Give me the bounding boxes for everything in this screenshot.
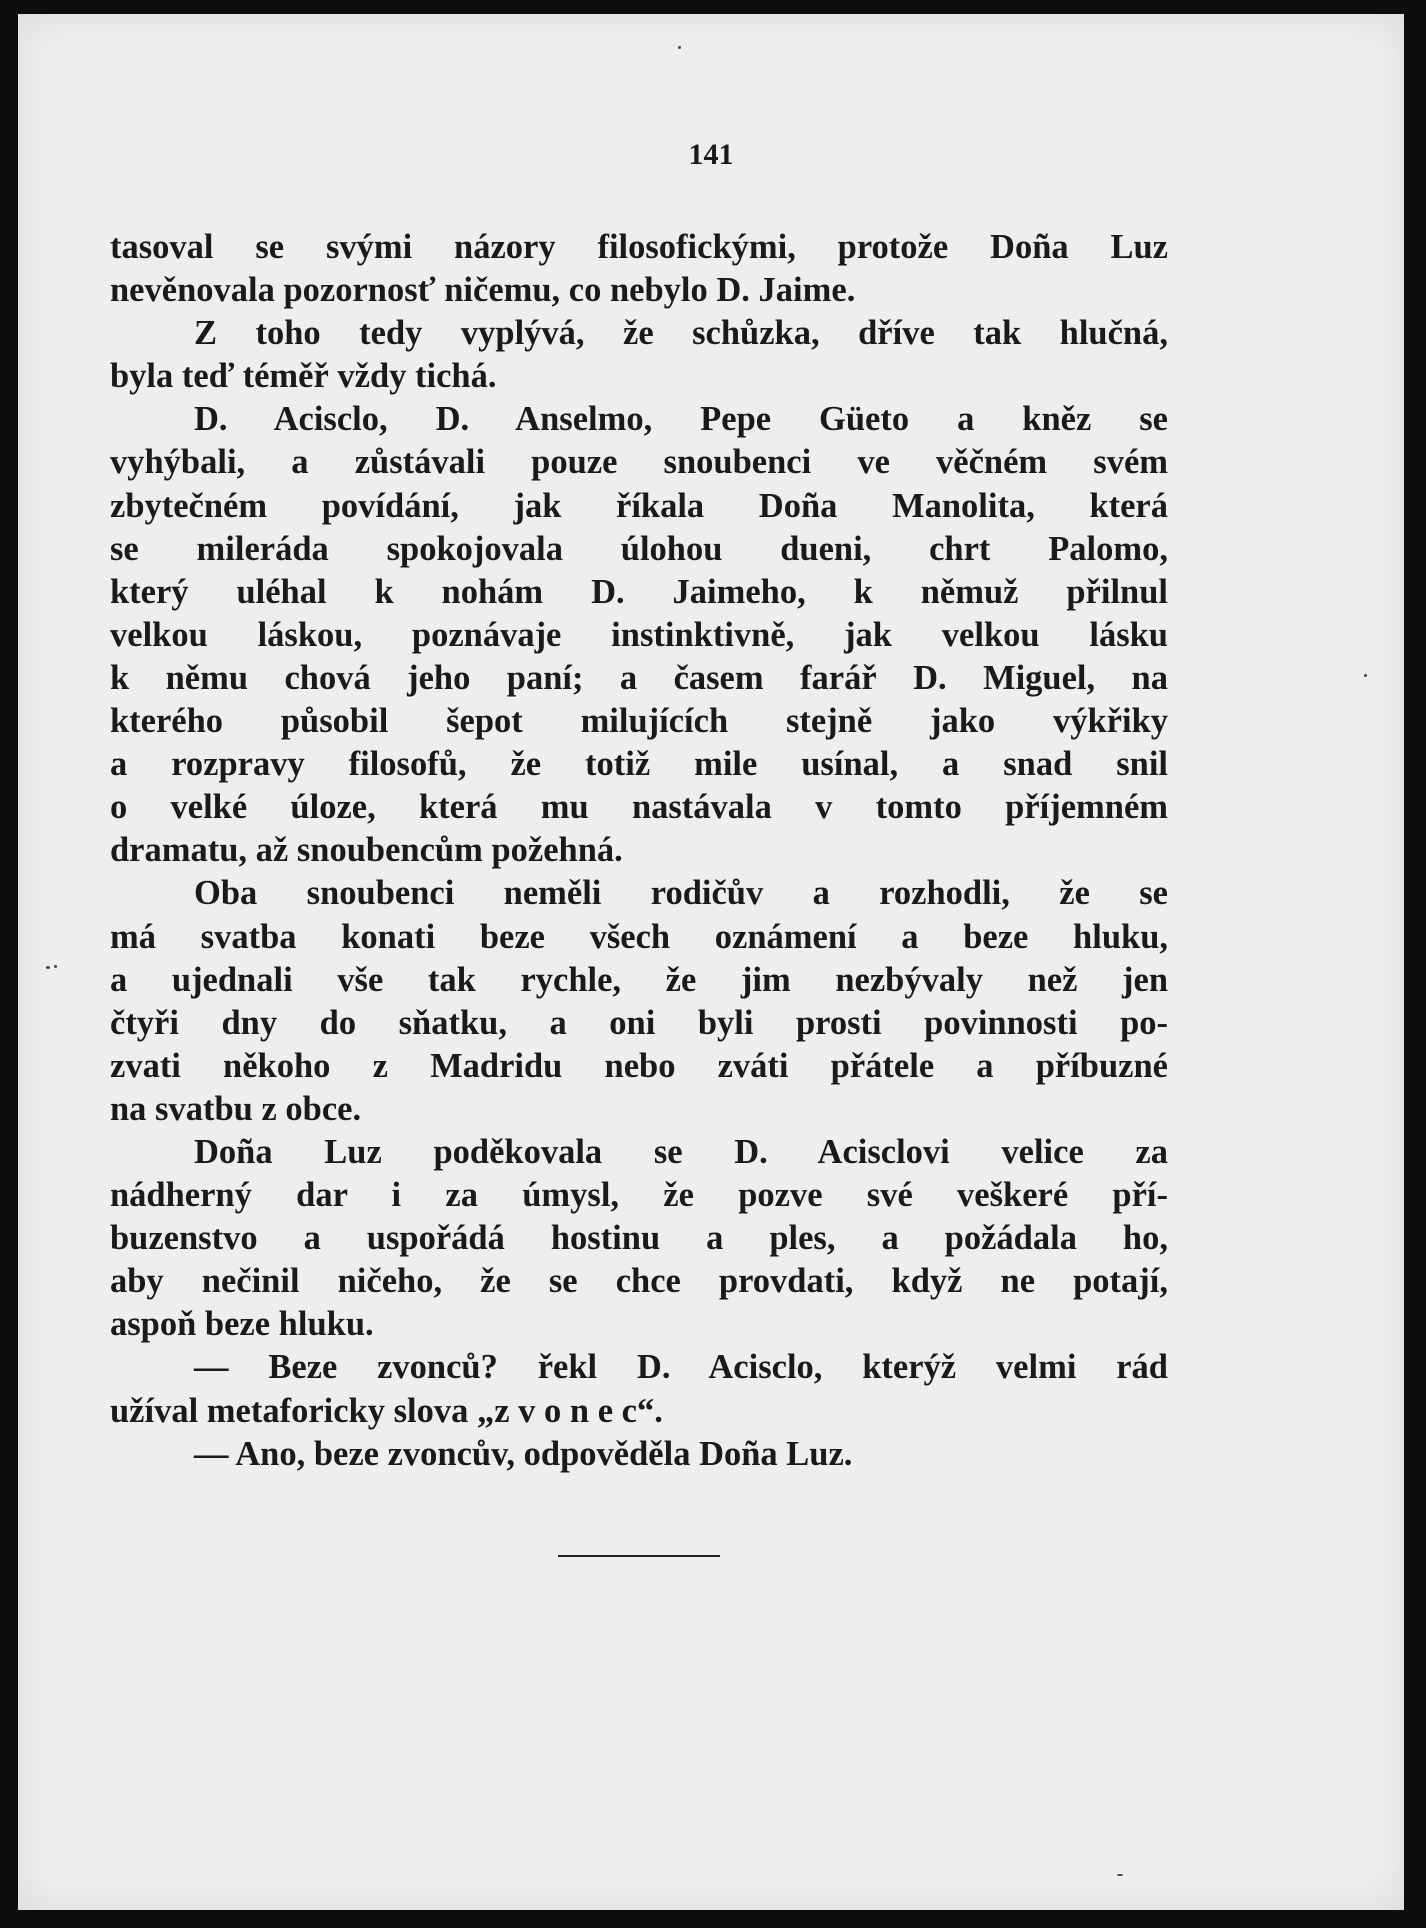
text-line: velkou láskou, poznávaje instinktivně, jak velkou lásku — [110, 615, 1168, 654]
text-line: zvati někoho z Madridu nebo zváti přátele a příbuzné — [110, 1046, 1168, 1085]
text-line: nevěnovala pozornosť ničemu, co nebylo D. Jaime. — [110, 271, 856, 310]
text-line: k němu chová jeho paní; a časem farář D. Miguel, na — [110, 658, 1168, 697]
text-line: zbytečném povídání, jak říkala Doña Manolita, která — [110, 486, 1168, 525]
text-line: nádherný dar i za úmysl, že pozve své veškeré pří- — [110, 1176, 1168, 1215]
scan-speck — [46, 966, 50, 969]
text-line: dramatu, až snoubencům požehná. — [110, 831, 623, 870]
text-line: o velké úloze, která mu nastávala v tomto příjemném — [110, 788, 1168, 827]
text-line: byla teď téměř vždy tichá. — [110, 357, 497, 396]
text-line: čtyři dny do sňatku, a oni byli prosti povinnosti po- — [110, 1003, 1168, 1042]
book-page — [18, 14, 1404, 1910]
scan-speck — [1364, 674, 1367, 677]
text-line: a ujednali vše tak rychle, že jim nezbývaly než jen — [110, 960, 1168, 999]
text-line: Oba snoubenci neměli rodičův a rozhodli, že se — [194, 874, 1168, 913]
text-line: D. Acisclo, D. Anselmo, Pepe Güeto a kněz se — [194, 400, 1168, 439]
scan-speck — [678, 46, 681, 49]
page-number: 141 — [688, 138, 734, 171]
text-line: aspoň beze hluku. — [110, 1305, 374, 1344]
text-line: a rozpravy filosofů, že totiž mile usínal, a snad snil — [110, 745, 1168, 784]
text-line: na svatbu z obce. — [110, 1089, 362, 1128]
scan-speck — [1117, 1874, 1123, 1876]
text-line: se mileráda spokojovala úlohou dueni, chrt Palomo, — [110, 529, 1168, 568]
text-line: — Ano, beze zvoncův, odpověděla Doña Luz. — [194, 1434, 853, 1473]
text-line: — Beze zvonců? řekl D. Acisclo, kterýž velmi rád — [194, 1348, 1168, 1387]
body-text — [110, 226, 1168, 1476]
text-line: vyhýbali, a zůstávali pouze snoubenci ve věčném svém — [110, 443, 1168, 482]
text-line: tasoval se svými názory filosofickými, protože Doña Luz — [110, 228, 1168, 266]
text-line: kterého působil šepot milujících stejně jako výkřiky — [110, 702, 1168, 741]
text-line: Doña Luz poděkovala se D. Acisclovi velice za — [194, 1132, 1168, 1171]
text-line: který uléhal k nohám D. Jaimeho, k němuž přilnul — [110, 572, 1168, 611]
text-line: buzenstvo a uspořádá hostinu a ples, a požádala ho, — [110, 1219, 1168, 1258]
text-line: aby nečinil ničeho, že se chce provdati, když ne potají, — [110, 1262, 1168, 1301]
text-line: Z toho tedy vyplývá, že schůzka, dříve tak hlučná, — [194, 314, 1168, 353]
scan-speck — [54, 965, 57, 968]
text-line: má svatba konati beze všech oznámení a beze hluku, — [110, 917, 1168, 956]
text-line: užíval metaforicky slova „z v o n e c“. — [110, 1391, 663, 1430]
end-rule — [558, 1555, 720, 1557]
